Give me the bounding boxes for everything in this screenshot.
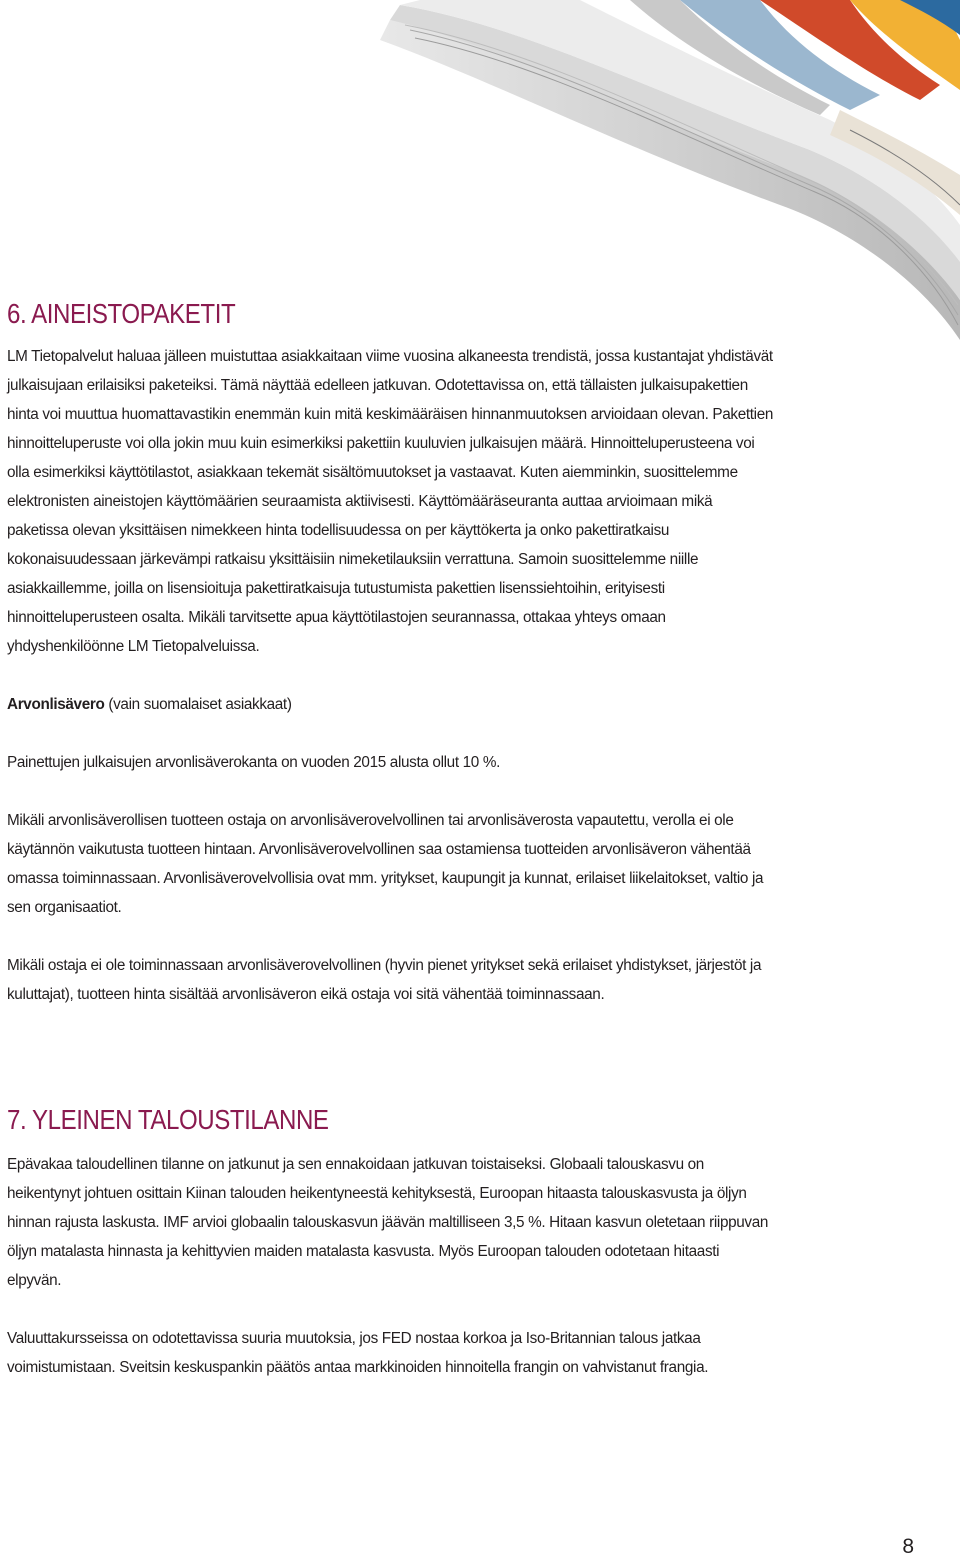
paragraph-economy: Epävakaa taloudellinen tilanne on jatkunut ja sen ennakoidaan jatkuvan toistaiseksi. Globaali talouskasvu on heikentynyt johtuen osittain Kiinan talouden heikentyneestä kehityksestä, Euroopan hitaasta talouskasvusta ja öljyn hinnan rajusta laskusta. IMF arvioi globaalin talouskasvun jäävän maltilliseen 3,5 %. Hitaan kasvun oletetaan riippuvan öljyn matalasta hinnasta ja kehittyvien maiden matalasta kasvusta. Myös Euroopan talouden odotetaan hitaasti elpyvän. — [7, 1156, 769, 1289]
page-number: 8 — [902, 1535, 914, 1558]
paragraph-vat-rate: Painettujen julkaisujen arvonlisäverokanta on vuoden 2015 alusta ollut 10 %. — [7, 754, 500, 771]
page-content — [7, 296, 777, 1382]
vat-heading-bold: Arvonlisävero — [7, 696, 105, 713]
paragraph-vat-registered: Mikäli arvonlisäverollisen tuotteen ostaja on arvonlisäverovelvollinen tai arvonlisäverosta vapautettu, verolla ei ole käytännön vaikutusta tuotteen hintaan. Arvonlisäverovelvollinen saa ostamiensa tuotteiden arvonlisäveron vähentää omassa toiminnassaan. Arvonlisäverovelvollisia ovat mm. yritykset, kaupungit ja kunnat, erilaiset liikelaitokset, valtio ja sen organisaatiot. — [7, 812, 764, 916]
paragraph-vat-unregistered: Mikäli ostaja ei ole toiminnassaan arvonlisäverovelvollinen (hyvin pienet yritykset sekä erilaiset yhdistykset, järjestöt ja kuluttajat), tuotteen hinta sisältää arvonlisäveron eikä ostaja voi sitä vähentää toiminnassaan. — [7, 957, 762, 1003]
paragraph-currency: Valuuttakursseissa on odotettavissa suuria muutoksia, jos FED nostaa korkoa ja Iso-Britannian talous jatkaa voimistumistaan. Sveitsin keskuspankin päätös antaa markkinoiden hinnoitella frangin on vahvistanut frangia. — [7, 1330, 709, 1376]
vat-heading — [7, 690, 777, 719]
section-title-aineistopaketit: 6. AINEISTOPAKETIT — [7, 298, 236, 329]
section-title-yleinen-taloustilanne: 7. YLEINEN TALOUSTILANNE — [7, 1104, 329, 1135]
paragraph-aineistopaketit: LM Tietopalvelut haluaa jälleen muistuttaa asiakkaitaan viime vuosina alkaneesta trendistä, jossa kustantajat yhdistävät julkaisujaan erilaisiksi paketeiksi. Tämä näyttää edelleen jatkuvan. Odotettavissa on, että tällaisten julkaisupakettien hinta voi muuttua huomattavastikin enemmän kuin mitä keskimääräisen hinnanmuutoksen arvioidaan olevan. Pakettien hinnoitteluperuste voi olla jokin muu kuin esimerkiksi pakettiin kuuluvien julkaisujen määrä. Hinnoitteluperusteena voi olla esimerkiksi käyttötilastot, asiakkaan tekemät sisältömuutokset ja vastaavat. Kuten aiemminkin, suosittelemme elektronisten aineistojen käyttömäärien seuraamista aktiivisesti. Käyttömääräseuranta auttaa arvioimaan mikä paketissa olevan yksittäisen nimekkeen hinta todellisuudessa on per käyttökerta ja onko pakettiratkaisu kokonaisuudessaan järkevämpi ratkaisu yksittäisiin nimeketilauksiin verrattuna. Samoin suosittelemme niille asiakkaillemme, joilla on lisensioituja pakettiratkaisuja tutustumista pakettien lisenssiehtoihin, erityisesti hinnoitteluperusteen osalta. Mikäli tarvitsette apua käyttötilastojen seurannassa, ottakaa yhteys omaan yhdyshenkilöönne LM Tietopalveluissa. — [7, 348, 774, 655]
vat-heading-note: (vain suomalaiset asiakkaat) — [104, 696, 292, 713]
